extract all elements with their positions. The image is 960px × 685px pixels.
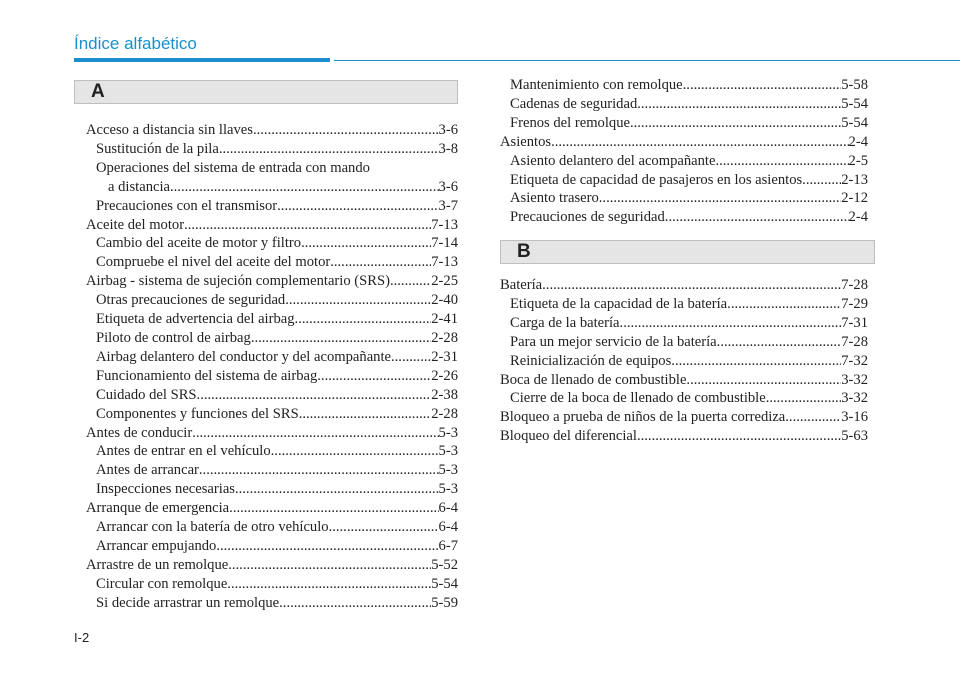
index-entry-text: Acceso a distancia sin llaves — [86, 122, 253, 138]
dot-leader — [170, 178, 439, 197]
index-entry-text: Antes de entrar en el vehículo — [96, 443, 271, 460]
index-entry-text: Aceite del motor — [86, 216, 185, 233]
index-subentry — [500, 208, 868, 227]
index-entry-page: 2-38 — [431, 386, 458, 403]
index-entry-text: Reinicialización de equipos — [510, 352, 672, 369]
index-entry-text: Componentes y funciones del SRS — [96, 405, 299, 422]
index-entry-text: Para un mejor servicio de la batería — [510, 333, 717, 350]
dot-leader — [390, 272, 431, 291]
index-entry-text: Boca de llenado de combustible — [500, 371, 687, 388]
index-entry-page: 7-14 — [431, 235, 458, 252]
index-column-right-a — [500, 76, 868, 227]
index-entry — [86, 121, 458, 140]
section-letter-b: B — [517, 241, 531, 262]
index-entry-page: 5-3 — [438, 462, 458, 479]
index-entry-text: Asiento trasero — [510, 190, 599, 207]
index-entry — [500, 371, 868, 390]
index-subentry — [86, 367, 458, 386]
index-entry — [500, 276, 868, 295]
index-column-right-b — [500, 276, 868, 446]
index-entry-page: 2-25 — [431, 273, 458, 290]
index-entry-text: Circular con remolque — [96, 575, 228, 592]
dot-leader — [683, 76, 842, 95]
page-number: I-2 — [74, 630, 90, 645]
index-entry-text: Arranque de emergencia — [86, 500, 230, 517]
index-subentry — [500, 389, 868, 408]
index-entry-text: Bloqueo del diferencial — [500, 428, 637, 445]
index-subentry — [86, 405, 458, 424]
dot-leader — [299, 405, 432, 424]
dot-leader — [219, 140, 439, 159]
index-subentry — [500, 314, 868, 333]
dot-leader — [802, 171, 841, 190]
section-letter-a: A — [91, 81, 105, 102]
index-entry-page: 5-54 — [841, 114, 868, 131]
index-entry-page: 5-3 — [438, 481, 458, 498]
index-entry — [86, 216, 458, 235]
index-entry — [86, 424, 458, 443]
index-subentry — [86, 594, 458, 613]
dot-leader — [253, 121, 439, 140]
dot-leader — [542, 276, 841, 295]
index-entry-text: Bloqueo a prueba de niños de la puerta corrediza — [500, 409, 786, 426]
index-entry-page: 3-7 — [438, 197, 458, 214]
index-entry-page: 5-63 — [841, 428, 868, 445]
index-subentry — [86, 461, 458, 480]
dot-leader — [301, 234, 431, 253]
index-subentry — [86, 253, 458, 272]
index-entry-text: Airbag - sistema de sujeción complementario (SRS) — [86, 273, 390, 290]
dot-leader — [620, 314, 842, 333]
section-header-b — [500, 240, 875, 264]
dot-leader — [766, 389, 842, 408]
page-title: Índice alfabético — [74, 34, 197, 53]
dot-leader — [285, 291, 431, 310]
index-subentry — [86, 480, 458, 499]
index-subentry — [86, 386, 458, 405]
index-entry-page: 5-59 — [431, 594, 458, 611]
dot-leader — [216, 537, 438, 556]
index-entry-text: Piloto de control de airbag — [96, 329, 251, 346]
dot-leader — [727, 295, 841, 314]
index-subentry — [500, 189, 868, 208]
index-entry-text: Arrancar con la batería de otro vehículo — [96, 519, 329, 536]
index-entry-page: 3-8 — [438, 140, 458, 157]
index-entry-text: Antes de arrancar — [96, 462, 199, 479]
index-subentry — [500, 295, 868, 314]
index-subentry — [86, 310, 458, 329]
index-entry-page: 7-29 — [841, 295, 868, 312]
index-entry-page: 3-6 — [438, 122, 458, 138]
index-subentry — [86, 140, 458, 159]
dot-leader — [785, 408, 841, 427]
index-entry-page: 7-13 — [431, 216, 458, 233]
dot-leader — [330, 253, 431, 272]
index-column-left — [86, 121, 458, 613]
index-entry-page: 2-4 — [848, 133, 868, 150]
index-entry-text: Etiqueta de advertencia del airbag — [96, 311, 295, 328]
dot-leader — [235, 480, 439, 499]
index-entry-page: 2-40 — [431, 292, 458, 309]
index-entry-page: 2-5 — [848, 152, 868, 169]
dot-leader — [717, 333, 842, 352]
index-subentry — [86, 197, 458, 216]
dot-leader — [271, 442, 439, 461]
index-entry-text: Inspecciones necesarias — [96, 481, 235, 498]
index-entry-page: 2-12 — [841, 190, 868, 207]
index-entry-page: 7-28 — [841, 277, 868, 293]
index-entry-text: Cuidado del SRS — [96, 386, 197, 403]
index-subentry — [86, 442, 458, 461]
index-entry — [500, 408, 868, 427]
index-entry-text: Etiqueta de la capacidad de la batería — [510, 295, 728, 312]
index-entry-text: Etiqueta de capacidad de pasajeros en los asientos — [510, 171, 803, 188]
dot-leader — [329, 518, 439, 537]
index-entry-page: 5-54 — [841, 95, 868, 112]
dot-leader — [630, 114, 841, 133]
index-subentry — [500, 95, 868, 114]
index-entry-text: Si decide arrastrar un remolque — [96, 594, 280, 611]
index-entry-page: 2-41 — [431, 311, 458, 328]
index-entry-text: Compruebe el nivel del aceite del motor — [96, 254, 331, 271]
index-subentry — [86, 518, 458, 537]
index-entry-text: Cadenas de seguridad — [510, 95, 638, 112]
index-entry-page: 6-4 — [438, 500, 458, 517]
section-header-a — [74, 80, 458, 104]
index-subentry — [500, 152, 868, 171]
dot-leader — [197, 386, 432, 405]
index-entry-page: 5-3 — [438, 443, 458, 460]
dot-leader — [251, 329, 431, 348]
index-entry-text: Cierre de la boca de llenado de combustible — [510, 390, 766, 407]
index-entry-page: 7-28 — [841, 333, 868, 350]
index-entry-text: Frenos del remolque — [510, 114, 630, 131]
index-entry-page: 3-32 — [841, 371, 868, 388]
dot-leader — [227, 575, 431, 594]
dot-leader — [715, 152, 848, 171]
dot-leader — [184, 216, 431, 235]
index-entry — [500, 133, 868, 152]
index-entry-text: Cambio del aceite de motor y filtro — [96, 235, 302, 252]
index-entry-page: 7-32 — [841, 352, 868, 369]
index-entry-page: 7-13 — [431, 254, 458, 271]
index-entry-page: 5-52 — [431, 556, 458, 573]
index-subentry — [500, 352, 868, 371]
index-entry-page: 3-16 — [841, 409, 868, 426]
dot-leader — [599, 189, 841, 208]
index-subentry — [86, 329, 458, 348]
index-entry-text: Antes de conducir — [86, 424, 193, 441]
index-entry-page: 2-28 — [431, 405, 458, 422]
dot-leader — [277, 197, 438, 216]
header-rule-thick — [74, 58, 330, 62]
index-entry-text: Otras precauciones de seguridad — [96, 292, 286, 309]
dot-leader — [551, 133, 848, 152]
dot-leader — [192, 424, 438, 443]
index-entry-page: 2-13 — [841, 171, 868, 188]
index-entry-text: Sustitución de la pila — [96, 140, 219, 157]
index-entry-text: Arrancar empujando — [96, 537, 217, 554]
index-subentry — [86, 159, 458, 178]
index-entry-page: 3-6 — [438, 178, 458, 195]
index-subentry — [500, 76, 868, 95]
index-entry-text: Asiento delantero del acompañante — [510, 152, 716, 169]
index-subentry — [86, 178, 458, 197]
index-entry-page: 6-4 — [438, 519, 458, 536]
index-entry — [500, 427, 868, 446]
dot-leader — [665, 208, 849, 227]
index-subentry — [500, 333, 868, 352]
index-entry-page: 3-32 — [841, 390, 868, 407]
index-subentry — [86, 575, 458, 594]
dot-leader — [671, 352, 841, 371]
index-entry-page: 2-28 — [431, 329, 458, 346]
index-entry-text: Operaciones del sistema de entrada con mando — [96, 159, 370, 176]
dot-leader — [228, 556, 431, 575]
index-entry-text: Asientos — [500, 133, 552, 150]
dot-leader — [317, 367, 431, 386]
header-rule-thin — [334, 60, 960, 61]
index-entry — [86, 499, 458, 518]
index-entry-page: 5-3 — [438, 424, 458, 441]
index-entry-text: Arrastre de un remolque — [86, 556, 229, 573]
index-entry-page: 5-54 — [431, 575, 458, 592]
index-entry-page: 5-58 — [841, 77, 868, 93]
dot-leader — [686, 371, 841, 390]
index-subentry — [86, 348, 458, 367]
index-entry — [86, 272, 458, 291]
index-subentry — [86, 291, 458, 310]
index-entry-text: Precauciones con el transmisor — [96, 197, 278, 214]
index-entry-text: Precauciones de seguridad — [510, 209, 665, 226]
index-entry-text: Airbag delantero del conductor y del acompañante — [96, 348, 391, 365]
index-entry-page: 2-4 — [848, 209, 868, 226]
dot-leader — [637, 427, 841, 446]
index-entry-text: a distancia — [108, 178, 170, 195]
dot-leader — [637, 95, 841, 114]
index-entry-text: Batería — [500, 277, 543, 293]
index-subentry — [500, 171, 868, 190]
dot-leader — [229, 499, 438, 518]
index-subentry — [86, 234, 458, 253]
index-entry-text: Carga de la batería — [510, 314, 620, 331]
dot-leader — [199, 461, 439, 480]
index-entry-text: Mantenimiento con remolque — [510, 77, 683, 93]
index-entry-page: 7-31 — [841, 314, 868, 331]
index-subentry — [86, 537, 458, 556]
dot-leader — [295, 310, 432, 329]
index-subentry — [500, 114, 868, 133]
dot-leader — [279, 594, 431, 613]
index-entry — [86, 556, 458, 575]
index-entry-page: 6-7 — [438, 537, 458, 554]
index-entry-page: 2-31 — [431, 348, 458, 365]
index-entry-page: 2-26 — [431, 367, 458, 384]
index-entry-text: Funcionamiento del sistema de airbag — [96, 367, 318, 384]
dot-leader — [391, 348, 431, 367]
